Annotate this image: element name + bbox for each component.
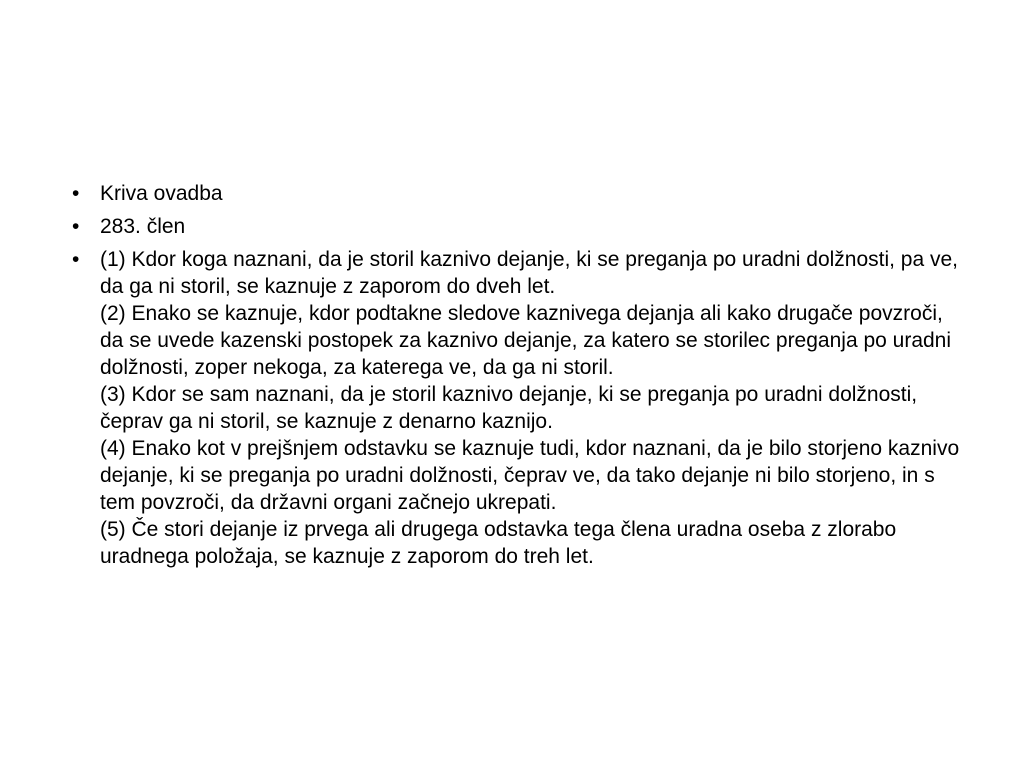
bullet-list	[72, 180, 972, 576]
paragraph-3: (3) Kdor se sam naznani, da je storil kaznivo dejanje, ki se preganja po uradni dolžnosti, čeprav ga ni storil, se kaznuje z denarno kaznijo.	[100, 383, 918, 433]
bullet-marker: •	[72, 182, 80, 205]
bullet-text-title: Kriva ovadba	[100, 182, 223, 205]
bullet-text-article: 283. člen	[100, 215, 186, 238]
paragraph-1: (1) Kdor koga naznani, da je storil kaznivo dejanje, ki se preganja po uradni dolžnosti, pa ve, da ga ni storil, se kaznuje z zaporom do dveh let.	[100, 248, 959, 298]
bullet-marker: •	[72, 215, 80, 238]
paragraph-2: (2) Enako se kaznuje, kdor podtakne sledove kaznivega dejanja ali kako drugače povzroči, da se uvede kazenski postopek za kaznivo dejanje, za katero se storilec preganja po uradni dolžnosti, zoper nekoga, za katerega ve, da ga ni storil.	[100, 302, 952, 379]
bullet-marker: •	[72, 248, 80, 271]
bullet-item-title	[72, 180, 972, 207]
bullet-item-article	[72, 213, 972, 240]
paragraph-4: (4) Enako kot v prejšnjem odstavku se kaznuje tudi, kdor naznani, da je bilo storjeno kaznivo dejanje, ki se preganja po uradni dolžnosti, čeprav ve, da tako dejanje ni bilo storjeno, in s tem povzroči, da državni organi začnejo ukrepati.	[100, 437, 960, 514]
paragraph-5: (5) Če stori dejanje iz prvega ali drugega odstavka tega člena uradna oseba z zlorabo uradnega položaja, se kaznuje z zaporom do treh let.	[100, 518, 897, 568]
bullet-item-paragraphs	[72, 246, 972, 570]
